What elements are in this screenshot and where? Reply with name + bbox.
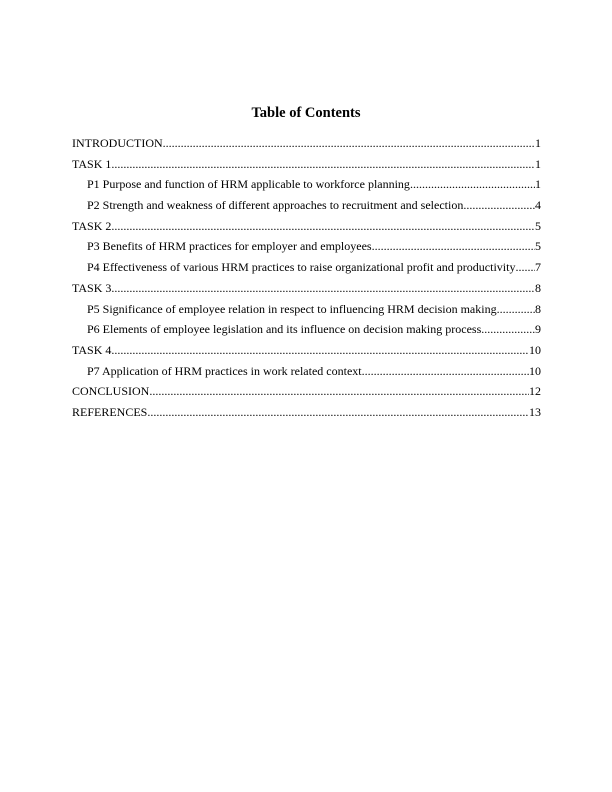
toc-list	[72, 136, 541, 426]
toc-dot-leader	[362, 364, 529, 378]
toc-dot-leader	[515, 260, 535, 274]
toc-dot-leader	[410, 177, 535, 191]
toc-entry-p5[interactable]	[72, 302, 541, 323]
toc-dot-leader	[149, 384, 529, 398]
toc-entry-label: P5 Significance of employee relation in respect to influencing HRM decision making	[87, 301, 497, 316]
toc-page-number: 1	[535, 177, 541, 192]
toc-dot-leader	[147, 405, 529, 419]
toc-page-number: 8	[535, 301, 541, 316]
toc-dot-leader	[463, 198, 535, 212]
toc-entry-introduction[interactable]	[72, 136, 541, 157]
toc-entry-task-3[interactable]	[72, 281, 541, 302]
toc-entry-label: TASK 2	[72, 218, 112, 233]
toc-entry-p3[interactable]	[72, 239, 541, 260]
toc-entry-label: TASK 1	[72, 156, 112, 171]
toc-page-number: 10	[529, 342, 541, 357]
toc-entry-p6[interactable]	[72, 322, 541, 343]
toc-page-number: 4	[535, 198, 541, 213]
toc-entry-p1[interactable]	[72, 177, 541, 198]
toc-dot-leader	[111, 343, 529, 357]
toc-entry-label: P4 Effectiveness of various HRM practices to raise organizational profit and productivity	[87, 260, 516, 275]
toc-entry-label: P1 Purpose and function of HRM applicable to workforce planning	[87, 177, 410, 192]
toc-entry-references[interactable]	[72, 405, 541, 426]
toc-entry-label: TASK 3	[72, 280, 112, 295]
toc-entry-task-2[interactable]	[72, 219, 541, 240]
toc-dot-leader	[372, 239, 535, 253]
toc-entry-label: TASK 4	[72, 342, 112, 357]
toc-entry-conclusion[interactable]	[72, 384, 541, 405]
toc-page-number: 8	[535, 280, 541, 295]
toc-dot-leader	[111, 281, 535, 295]
toc-entry-label: P6 Elements of employee legislation and its influence on decision making process	[87, 322, 482, 337]
toc-entry-label: CONCLUSION	[72, 384, 150, 399]
toc-page-number: 10	[529, 363, 541, 378]
toc-page-number: 12	[529, 384, 541, 399]
toc-entry-task-4[interactable]	[72, 343, 541, 364]
toc-entry-task-1[interactable]	[72, 157, 541, 178]
toc-page-number: 1	[535, 136, 541, 150]
toc-dot-leader	[163, 136, 535, 150]
toc-entry-label: P7 Application of HRM practices in work related context	[87, 363, 362, 378]
toc-dot-leader	[111, 157, 535, 171]
toc-entry-p2[interactable]	[72, 198, 541, 219]
toc-page-number: 9	[535, 322, 541, 337]
toc-page-number: 13	[529, 404, 541, 419]
toc-title: Table of Contents	[251, 105, 361, 121]
toc-page-number: 7	[535, 260, 541, 275]
toc-entry-label: P2 Strength and weakness of different approaches to recruitment and selection	[87, 198, 464, 213]
toc-dot-leader	[111, 219, 535, 233]
toc-page-number: 1	[535, 156, 541, 171]
toc-entry-label: P3 Benefits of HRM practices for employer and employees	[87, 239, 372, 254]
toc-entry-label: REFERENCES	[72, 404, 148, 419]
toc-entry-p7[interactable]	[72, 364, 541, 385]
toc-entry-p4[interactable]	[72, 260, 541, 281]
toc-dot-leader	[481, 322, 535, 336]
toc-page-number: 5	[535, 218, 541, 233]
toc-entry-label: INTRODUCTION	[72, 136, 163, 150]
toc-page-number: 5	[535, 239, 541, 254]
toc-dot-leader	[497, 302, 535, 316]
